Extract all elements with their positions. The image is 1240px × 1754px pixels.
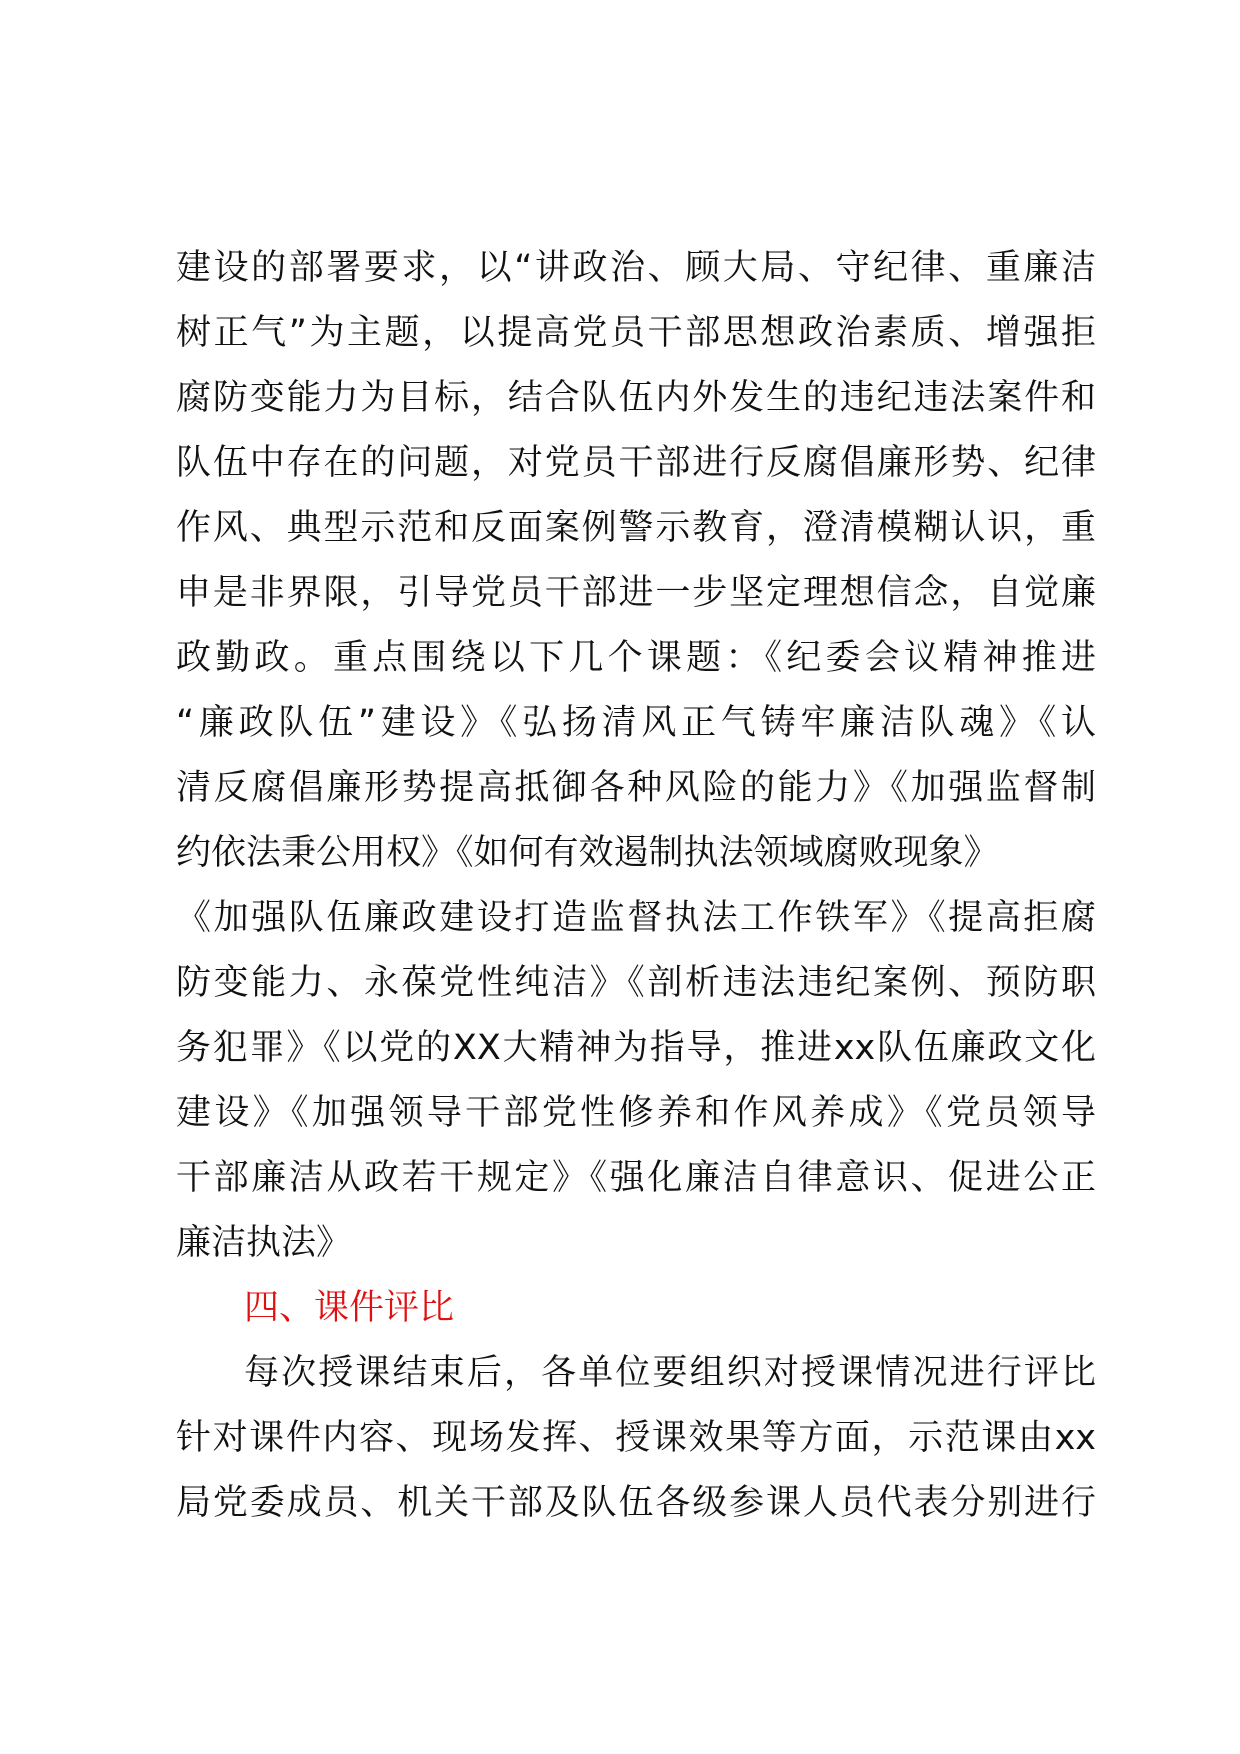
paragraph-line: 局党委成员、机关干部及队伍各级参课人员代表分别进行 — [176, 1483, 1096, 1523]
paragraph-line: 腐防变能力为目标，结合队伍内外发生的违纪违法案件和 — [176, 378, 1096, 418]
paragraph-line: 作风、典型示范和反面案例警示教育，澄清模糊认识，重 — [176, 508, 1096, 548]
document-body — [176, 236, 1096, 1536]
section-heading: 四、课件评比 — [244, 1288, 455, 1328]
paragraph-line: 约依法秉公用权》《如何有效遏制执法领域腐败现象》 — [176, 833, 999, 873]
paragraph-line: 《加强队伍廉政建设打造监督执法工作铁军》《提高拒腐 — [176, 898, 1096, 938]
paragraph-line: 树正气”为主题，以提高党员干部思想政治素质、增强拒 — [176, 313, 1096, 353]
paragraph-line: 每次授课结束后，各单位要组织对授课情况进行评比 — [244, 1353, 1096, 1393]
paragraph-line: 务犯罪》《以党的XX大精神为指导，推进xx队伍廉政文化 — [176, 1028, 1096, 1068]
paragraph-line: “廉政队伍”建设》《弘扬清风正气铸牢廉洁队魂》《认 — [176, 703, 1096, 743]
paragraph-line: 廉洁执法》 — [176, 1223, 352, 1263]
paragraph-line: 申是非界限，引导党员干部进一步坚定理想信念，自觉廉 — [176, 573, 1096, 613]
paragraph-line: 建设的部署要求，以“讲政治、顾大局、守纪律、重廉洁 — [176, 248, 1096, 288]
paragraph-line: 针对课件内容、现场发挥、授课效果等方面，示范课由xx — [176, 1418, 1096, 1458]
paragraph-line: 干部廉洁从政若干规定》《强化廉洁自律意识、促进公正 — [176, 1158, 1096, 1198]
paragraph-line: 建设》《加强领导干部党性修养和作风养成》《党员领导 — [176, 1093, 1096, 1133]
paragraph-line: 队伍中存在的问题，对党员干部进行反腐倡廉形势、纪律 — [176, 443, 1096, 483]
paragraph-line: 清反腐倡廉形势提高抵御各种风险的能力》《加强监督制 — [176, 768, 1096, 808]
paragraph-line: 防变能力、永葆党性纯洁》《剖析违法违纪案例、预防职 — [176, 963, 1096, 1003]
paragraph-line: 政勤政。重点围绕以下几个课题：《纪委会议精神推进 — [176, 638, 1096, 678]
